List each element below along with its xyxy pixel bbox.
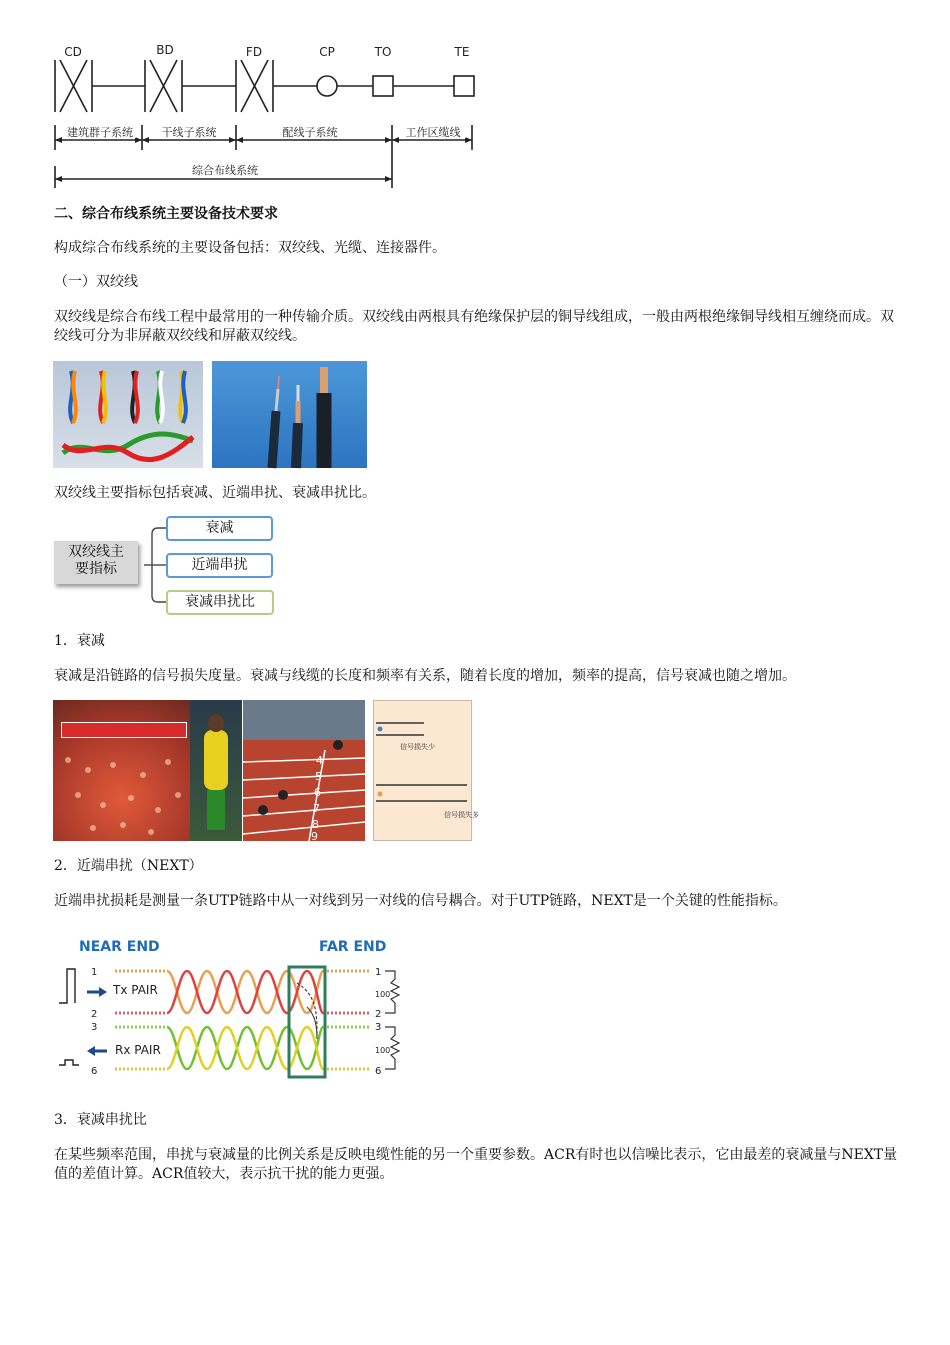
near-end-label: NEAR END [79, 939, 160, 955]
metrics-intro: 双绞线主要指标包括衰减、近端串扰、衰减串扰比。 [54, 485, 376, 501]
mindmap-bracket [138, 515, 168, 615]
item-heading: 3．衰减串扰比 [54, 1112, 147, 1128]
item-heading: 2．近端串扰（NEXT） [54, 858, 203, 874]
track-photo [243, 700, 365, 841]
segment-label: 干线子系统 [161, 126, 217, 139]
node-label: FD [245, 45, 263, 59]
svg-text:4: 4 [316, 754, 323, 767]
svg-text:6: 6 [375, 1066, 382, 1077]
svg-text:9: 9 [311, 830, 318, 843]
attenuation-paragraph: 衰减是沿链路的信号损失度量。衰减与线缆的长度和频率有关系，随着长度的增加，频率的提高，信号衰减也随之增加。 [54, 668, 796, 684]
next-diagram [55, 935, 415, 1083]
tx-pair-label: Tx PAIR [113, 983, 158, 997]
svg-text:1: 1 [91, 967, 98, 978]
segment-label: 工作区缆线 [405, 126, 461, 139]
signal-label: 信号损失少 [400, 743, 435, 751]
twisted-pair-paragraph: 双绞线是综合布线工程中最常用的一种传输介质。双绞线由两根具有绝缘保护层的铜导线组成，一般由两根绝缘铜导线相互缠绕而成。双绞线可分为非屏蔽双绞线和屏蔽双绞线。 [54, 309, 894, 344]
rx-pair-label: Rx PAIR [115, 1043, 161, 1057]
svg-text:2: 2 [375, 1009, 382, 1020]
svg-text:6: 6 [314, 786, 321, 799]
next-paragraph: 近端串扰损耗是测量一条UTP链路中从一对线到另一对线的信号耦合。对于UTP链路，NEXT是一个关键的性能指标。 [54, 893, 787, 909]
mindmap-branch: 衰减串扰比 [166, 590, 274, 615]
shielded-cable-photo [212, 361, 367, 468]
twisted-pair-photo [53, 361, 203, 468]
svg-text:8: 8 [312, 818, 319, 831]
svg-text:3: 3 [91, 1022, 98, 1033]
svg-text:1: 1 [375, 967, 382, 978]
svg-text:7: 7 [313, 802, 320, 815]
svg-text:6: 6 [91, 1066, 98, 1077]
item-heading: 1．衰减 [54, 633, 105, 649]
acr-paragraph: 在某些频率范围，串扰与衰减量的比例关系是反映电缆性能的另一个重要参数。ACR有时也以信噪比表示，它由最差的衰减量与NEXT量值的差值计算。ACR值较大，表示抗干扰的能力更强。 [54, 1147, 898, 1182]
subsection-heading: （一）双绞线 [54, 274, 138, 290]
node-label: TO [374, 45, 392, 59]
overall-label: 综合布线系统 [192, 164, 258, 177]
node-label: CD [64, 45, 82, 59]
far-end-label: FAR END [319, 939, 387, 955]
mindmap-branch: 衰减 [166, 516, 273, 541]
node-label: BD [156, 43, 174, 57]
node-label: CP [319, 45, 335, 59]
svg-text:5: 5 [315, 770, 322, 783]
segment-label: 配线子系统 [282, 126, 338, 139]
node-label: TE [454, 45, 470, 59]
topology-diagram [40, 40, 490, 195]
svg-text:100: 100 [375, 1046, 391, 1055]
mindmap-root-label: 双绞线主要指标 [68, 544, 124, 577]
signal-label: 信号损失多 [444, 811, 479, 819]
signal-loss-diagram [373, 700, 479, 841]
sprinter-photo [190, 700, 242, 841]
marathon-photo [53, 700, 190, 841]
svg-text:100: 100 [375, 990, 391, 999]
segment-label: 建筑群子系统 [67, 126, 133, 139]
mindmap-branch: 近端串扰 [166, 553, 273, 578]
svg-text:2: 2 [91, 1009, 98, 1020]
mindmap-root [54, 541, 138, 584]
svg-text:3: 3 [375, 1022, 382, 1033]
section-heading: 二、综合布线系统主要设备技术要求 [54, 206, 278, 222]
intro-paragraph: 构成综合布线系统的主要设备包括：双绞线、光缆、连接器件。 [54, 240, 446, 256]
